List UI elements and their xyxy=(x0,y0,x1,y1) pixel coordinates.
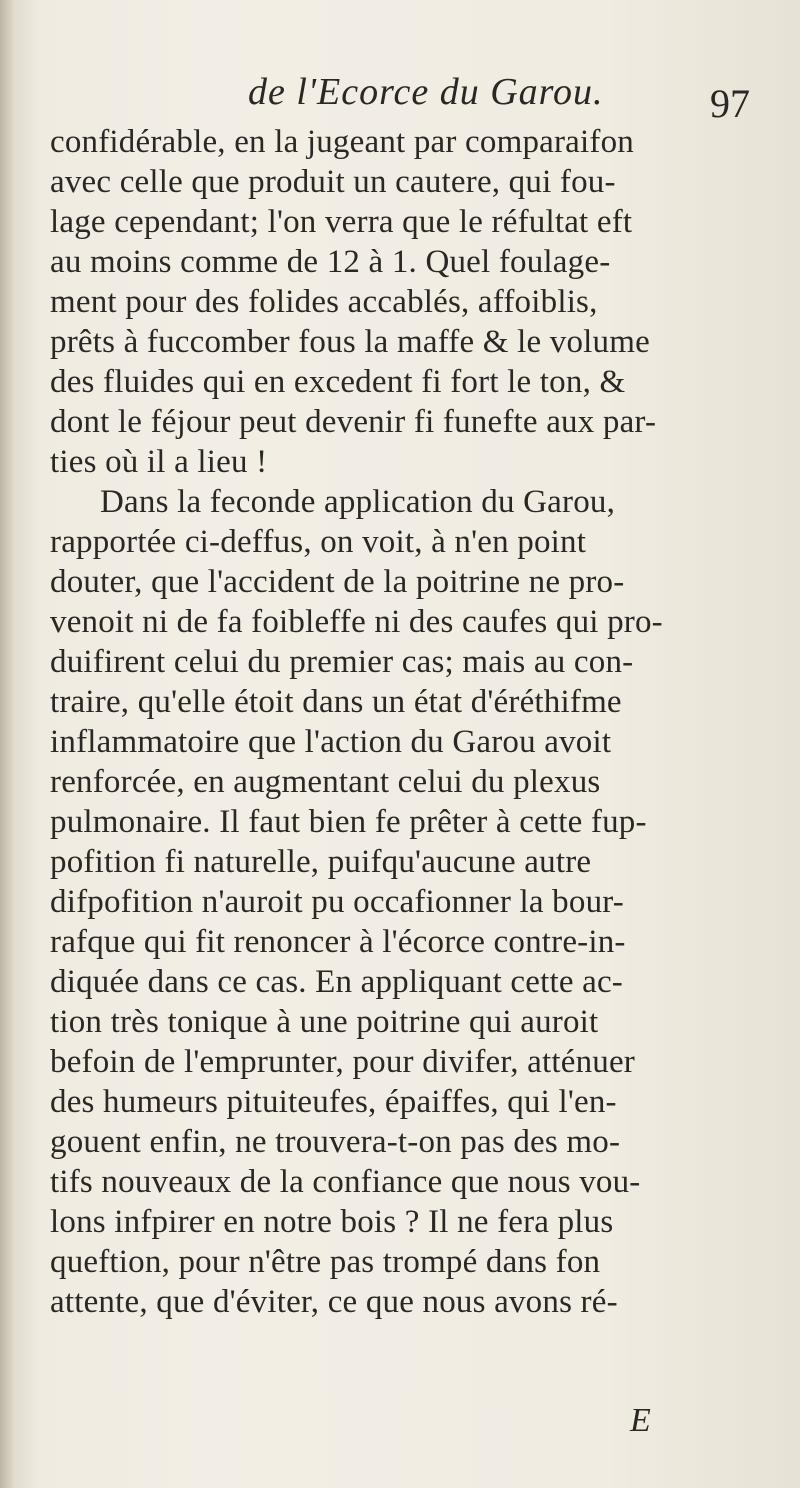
text-line: ment pour des folides accablés, affoiblis, xyxy=(50,284,598,320)
text-line: tifs nouveaux de la confiance que nous vou- xyxy=(50,1164,641,1200)
signature-mark: E xyxy=(630,1402,651,1439)
text-line: attente, que d'éviter, ce que nous avons ré- xyxy=(50,1284,618,1320)
text-line: venoit ni de fa foibleffe ni des caufes qui pro- xyxy=(50,604,663,640)
text-line: lage cependant; l'on verra que le réfultat eft xyxy=(50,204,633,240)
page-header xyxy=(0,70,800,130)
text-line: tion très tonique à une poitrine qui auroit xyxy=(50,1004,599,1040)
page-gutter xyxy=(0,0,14,1488)
text-line: des humeurs pituiteufes, épaiffes, qui l'en- xyxy=(50,1084,617,1120)
running-head: de l'Ecorce du Garou. xyxy=(248,71,604,113)
paragraph-start-line: Dans la feconde application du Garou, xyxy=(100,484,616,520)
body-text xyxy=(50,122,792,1322)
text-line: pofition fi naturelle, puifqu'aucune autre xyxy=(50,844,592,880)
text-line: difpofition n'auroit pu occafionner la bour- xyxy=(50,884,624,920)
text-line: avec celle que produit un cautere, qui fou- xyxy=(50,164,616,200)
text-line: prêts à fuccomber fous la maffe & le volume xyxy=(50,324,650,360)
text-line: rafque qui fit renoncer à l'écorce contre-in- xyxy=(50,924,626,960)
text-line: traire, qu'elle étoit dans un état d'éréthifme xyxy=(50,684,622,720)
text-line: duifirent celui du premier cas; mais au con- xyxy=(50,644,634,680)
text-line: pulmonaire. Il faut bien fe prêter à cette fup- xyxy=(50,804,647,840)
text-line: dont le féjour peut devenir fi funefte aux par- xyxy=(50,404,657,440)
text-line: inflammatoire que l'action du Garou avoit xyxy=(50,724,612,760)
text-line: ties où il a lieu ! xyxy=(50,444,268,480)
text-line: rapportée ci-deffus, on voit, à n'en point xyxy=(50,524,587,560)
text-line: queftion, pour n'être pas trompé dans fon xyxy=(50,1244,601,1280)
text-line: befoin de l'emprunter, pour divifer, atténuer xyxy=(50,1044,636,1080)
text-line: douter, que l'accident de la poitrine ne pro- xyxy=(50,564,625,600)
text-line: diquée dans ce cas. En appliquant cette ac- xyxy=(50,964,623,1000)
text-line: confidérable, en la jugeant par comparaifon xyxy=(50,124,634,160)
text-line: au moins comme de 12 à 1. Quel foulage- xyxy=(50,244,611,280)
text-line: gouent enfin, ne trouvera-t-on pas des mo- xyxy=(50,1124,621,1160)
text-line: renforcée, en augmentant celui du plexus xyxy=(50,764,601,800)
page-number: 97 xyxy=(710,81,750,126)
text-line: des fluides qui en excedent fi fort le ton, & xyxy=(50,364,626,400)
text-line: lons infpirer en notre bois ? Il ne fera plus xyxy=(50,1204,614,1240)
